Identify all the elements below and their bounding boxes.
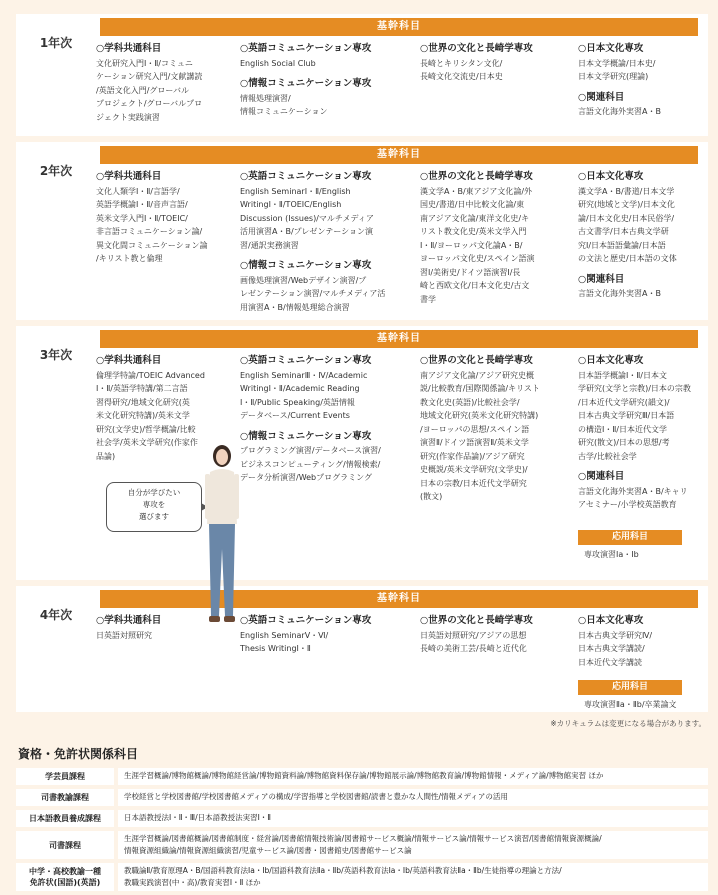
qualification-label-line: 学芸員課程 bbox=[45, 772, 85, 781]
section-title: ○学科共通科目 bbox=[96, 615, 162, 626]
section-title: ○日本文化専攻 bbox=[578, 171, 644, 182]
subject-line: の文法と歴史/日本語の文体 bbox=[578, 254, 677, 263]
subject-column bbox=[96, 170, 238, 266]
subject-line: 品論) bbox=[96, 451, 116, 461]
subject-line: /日本近代文学研究(韻文)/ bbox=[578, 397, 670, 407]
subject-column bbox=[240, 170, 415, 314]
subject-line: 倫理学特論/TOEIC Advanced bbox=[96, 370, 205, 380]
qualifications-table bbox=[16, 768, 708, 895]
subject-line: 日本の宗教/日本近代文学研究 bbox=[420, 478, 527, 488]
qualification-row bbox=[16, 789, 708, 806]
subject-line: 文化人類学Ⅰ・Ⅱ/言語学/ bbox=[96, 186, 180, 196]
qualification-label-line: 司書教諭課程 bbox=[41, 793, 89, 802]
subject-line: の構造Ⅰ・Ⅱ/日本近代文学 bbox=[578, 424, 667, 434]
qualification-subjects bbox=[118, 863, 708, 891]
section-title: ○英語コミュニケーション専攻 bbox=[240, 171, 372, 182]
section-title: ○情報コミュニケーション専攻 bbox=[240, 430, 372, 442]
subject-line: 崎と西欧文化/日本文化史/古文 bbox=[420, 281, 530, 290]
subject-line: 日本古典文学研究Ⅳ/ bbox=[578, 630, 653, 640]
section-title: ○日本文化専攻 bbox=[578, 615, 644, 626]
subject-column bbox=[578, 170, 706, 301]
qualification-subject-line: 生涯学習概論/博物館概論/博物館経営論/博物館資料論/博物館資料保存論/博物館展示論/博物館教育論/博物館情報・メディア論/博物館実習 ほか bbox=[124, 771, 604, 780]
subject-line: 研究(作家作品論)/アジア研究 bbox=[420, 451, 525, 461]
speech-bubble bbox=[106, 482, 202, 532]
applied-subject-line: 専攻演習Ⅰa・Ⅰb bbox=[584, 550, 639, 559]
section-title: ○関連科目 bbox=[578, 91, 625, 103]
section-title: ○英語コミュニケーション専攻 bbox=[240, 43, 372, 54]
subject-line: Thesis WritingⅠ・Ⅱ bbox=[240, 644, 311, 653]
subject-line: 研究(散文)/日本の思想/考 bbox=[578, 438, 670, 447]
subject-line: English Social Club bbox=[240, 58, 316, 68]
subject-line: ケーション研究入門/文献講読 bbox=[96, 72, 203, 81]
core-subjects-band: 基幹科目 bbox=[100, 590, 698, 608]
subject-line: 英語学概論Ⅰ・Ⅱ/音声言語/ bbox=[96, 200, 188, 209]
subject-line: 究Ⅰ/日本語語彙論/日本語 bbox=[578, 240, 666, 250]
subject-line: 学研究(文学と宗教)/日本の宗教 bbox=[578, 384, 691, 393]
subject-line: 文化研究入門Ⅰ・Ⅱ/コミュニ bbox=[96, 58, 193, 68]
subject-line: 習得研究/地域文化研究(英 bbox=[96, 397, 190, 407]
subject-line: 情報処理演習/ bbox=[240, 93, 291, 103]
subject-line: リスト教文化史/英米文学入門 bbox=[420, 227, 527, 236]
qualification-subject-line: 日本語教授法Ⅰ・Ⅱ・Ⅲ/日本語教授法実習Ⅰ・Ⅱ bbox=[124, 813, 272, 822]
subject-line: 社会学/英米文学研究(作家作 bbox=[96, 438, 198, 447]
year-block bbox=[16, 14, 708, 136]
qualification-label-line: 司書課程 bbox=[49, 840, 81, 850]
year-block bbox=[16, 142, 708, 320]
subject-column bbox=[240, 354, 415, 485]
qualification-subject-line: 生涯学習概論/図書館概論/図書館制度・経営論/図書館情報技術論/図書館サービス概論/情報サービス論/情報サービス演習/図書館情報資源概論/ bbox=[124, 834, 602, 843]
subject-line: 習/通訳実務演習 bbox=[240, 240, 299, 250]
subject-line: 論/日本文化史/日本民俗学/ bbox=[578, 213, 675, 223]
subject-column bbox=[420, 614, 575, 656]
subject-line: 史概説/英米文学研究(文学史)/ bbox=[420, 465, 528, 474]
subject-column bbox=[420, 42, 575, 84]
section-title: ○世界の文化と長崎学専攻 bbox=[420, 43, 533, 54]
section-title: ○情報コミュニケーション専攻 bbox=[240, 78, 372, 89]
subject-line: 研究(地域と文学)/日本文化 bbox=[578, 200, 675, 209]
section-title: ○英語コミュニケーション専攻 bbox=[240, 615, 372, 626]
subject-line: データ分析演習/Webプログラミング bbox=[240, 473, 372, 482]
subject-line: 国史/書道/日中比較文化論/東 bbox=[420, 200, 525, 209]
subject-line: ビジネスコンピューティング/情報検索/ bbox=[240, 459, 381, 469]
subject-line: 情報コミュニケーション bbox=[240, 107, 328, 116]
subject-line: 異文化間コミュニケーション論 bbox=[96, 240, 208, 250]
subject-line: 古文書学/日本古典文学研 bbox=[578, 227, 669, 236]
subject-line: (散文) bbox=[420, 492, 443, 501]
qualification-label bbox=[16, 863, 114, 891]
subject-line: 演習Ⅱ/ドイツ語演習Ⅱ/英米文学 bbox=[420, 438, 529, 447]
subject-line: 日英語対照研究 bbox=[96, 630, 152, 640]
core-subjects-band: 基幹科目 bbox=[100, 146, 698, 164]
qualification-subject-line: 学校経営と学校図書館/学校図書館メディアの構成/学習指導と学校図書館/読書と豊かな人間性/情報メディアの活用 bbox=[124, 792, 508, 801]
qualification-row bbox=[16, 863, 708, 891]
subject-line: 長崎の美術工芸/長崎と近代化 bbox=[420, 644, 527, 653]
subject-line: 古学/比較社会学 bbox=[578, 451, 637, 461]
applied-subject-line: 専攻演習Ⅱa・Ⅱb/卒業論文 bbox=[584, 700, 677, 709]
core-subjects-band: 基幹科目 bbox=[100, 330, 698, 348]
subject-line: 地域文化研究(英米文化研究特講) bbox=[420, 411, 539, 420]
subject-line: 長崎とキリシタン文化/ bbox=[420, 58, 503, 68]
subject-line: /ヨーロッパの思想/スペイン語 bbox=[420, 424, 530, 434]
subject-line: アセミナー/小学校英語教育 bbox=[578, 500, 677, 509]
subject-line: 南アジア文化論/東洋文化史/キ bbox=[420, 213, 530, 223]
subject-line: English SeminarⅠ・Ⅱ/English bbox=[240, 186, 351, 196]
year-label: 1年次 bbox=[39, 36, 73, 50]
section-title: ○関連科目 bbox=[578, 273, 625, 285]
qualification-label bbox=[16, 831, 114, 859]
subject-line: 南アジア文化論/アジア研究史概 bbox=[420, 370, 535, 380]
qualification-subjects bbox=[118, 789, 708, 806]
subject-line: プロジェクト/グローバルプロ bbox=[96, 99, 203, 108]
subject-line: 英米文学入門Ⅰ・Ⅱ/TOEIC/ bbox=[96, 213, 188, 223]
qualification-subjects bbox=[118, 810, 708, 827]
year-block bbox=[16, 586, 708, 712]
qualification-subject-line: 教職論Ⅱ/教育原理A・B/国語科教育法Ⅰa・Ⅰb/国語科教育法Ⅱa・Ⅱb/英語科教育法Ⅰa・Ⅰb/英語科教育法Ⅱa・Ⅱb/生徒指導の理論と方法/ bbox=[124, 866, 562, 875]
subject-line: ジェクト実践演習 bbox=[96, 112, 160, 122]
qualification-subject-line: 教職実践演習(中・高)/教育実習Ⅰ・Ⅱ ほか bbox=[124, 878, 261, 887]
year-block bbox=[16, 326, 708, 580]
subject-line: 非言語コミュニケーション論/ bbox=[96, 227, 203, 236]
core-subjects-band: 基幹科目 bbox=[100, 18, 698, 36]
qualification-row bbox=[16, 810, 708, 827]
subject-line: レゼンテーション演習/マルチメディア活 bbox=[240, 289, 386, 298]
subject-line: Ⅰ・Ⅱ/英語学特講/第二言語 bbox=[96, 384, 188, 393]
qualification-label-line: 中学・高校教諭一種 bbox=[29, 867, 101, 876]
applied-subjects-band: 応用科目 bbox=[578, 530, 682, 545]
section-title: ○関連科目 bbox=[578, 471, 625, 482]
qualification-label bbox=[16, 768, 114, 785]
qualification-subject-line: 情報資源組織論/情報資源組織演習/児童サービス論/図書・図書館史/図書館サービス論 bbox=[124, 846, 412, 855]
subject-column bbox=[420, 354, 575, 504]
year-label: 2年次 bbox=[39, 164, 73, 178]
qualification-label-line: 免許状(国語)(英語) bbox=[29, 878, 101, 887]
subject-line: Ⅰ・Ⅱ/ヨーロッパ文化論A・B/ bbox=[420, 240, 523, 250]
subject-line: WritingⅠ・Ⅱ/TOEIC/English bbox=[240, 200, 342, 209]
subject-column bbox=[240, 614, 415, 656]
subject-column bbox=[240, 42, 415, 119]
subject-line: 日本語学概論Ⅰ・Ⅱ/日本文 bbox=[578, 370, 667, 380]
applied-subjects-band: 応用科目 bbox=[578, 680, 682, 695]
student-figure-icon bbox=[200, 444, 244, 626]
subject-line: 日本古典文学講読/ bbox=[578, 644, 645, 653]
section-title: ○学科共通科目 bbox=[96, 355, 162, 366]
subject-column bbox=[578, 42, 706, 119]
qualification-subjects bbox=[118, 831, 708, 859]
subject-line: 日本古典文学研究Ⅲ/日本語 bbox=[578, 411, 675, 420]
subject-column bbox=[578, 614, 706, 669]
section-title: ○日本文化専攻 bbox=[578, 43, 644, 54]
subject-line: 漢文学A・B/東アジア文化論/外 bbox=[420, 186, 533, 196]
section-title: ○日本文化専攻 bbox=[578, 355, 644, 366]
subject-line: 説/比較教育/国際関係論/キリスト bbox=[420, 384, 540, 393]
section-title: ○世界の文化と長崎学専攻 bbox=[420, 355, 533, 366]
qualification-label-line: 日本語教員養成課程 bbox=[29, 814, 101, 823]
subject-line: 言語文化海外実習A・B bbox=[578, 289, 661, 298]
subject-line: ヨーロッパ文化史/スペイン語演 bbox=[420, 254, 535, 263]
subject-line: プログラミング演習/データベース演習/ bbox=[240, 446, 381, 455]
subject-line: WritingⅠ・Ⅱ/Academic Reading bbox=[240, 384, 360, 393]
subject-line: 書学 bbox=[420, 294, 436, 304]
subject-line: 画像処理演習/Webデザイン演習/プ bbox=[240, 275, 367, 285]
subject-line: 漢文学A・B/書道/日本文学 bbox=[578, 186, 675, 196]
year-label: 3年次 bbox=[39, 348, 73, 362]
bubble-line: 専攻を bbox=[142, 500, 166, 509]
subject-line: 言語文化海外実習A・B bbox=[578, 107, 661, 116]
subject-line: データベース/Current Events bbox=[240, 411, 350, 420]
subject-line: 言語文化海外実習A・B/キャリ bbox=[578, 486, 688, 496]
subject-line: 日本文学概論/日本史/ bbox=[578, 58, 656, 68]
subject-column bbox=[578, 354, 706, 512]
subject-line: English SeminarⅤ・Ⅵ/ bbox=[240, 630, 329, 640]
section-title: ○英語コミュニケーション専攻 bbox=[240, 355, 372, 366]
bubble-line: 選びます bbox=[139, 512, 169, 521]
subject-line: 習Ⅰ/美術史/ドイツ語演習Ⅰ/長 bbox=[420, 267, 521, 277]
subject-line: 日本文学研究(理論) bbox=[578, 72, 649, 81]
qualification-subjects bbox=[118, 768, 708, 785]
qualifications-title: 資格・免許状関係科目 bbox=[18, 747, 139, 761]
subject-line: 長崎文化交流史/日本史 bbox=[420, 72, 503, 81]
bubble-line: 自分が学びたい bbox=[127, 488, 181, 497]
subject-line: 日本近代文学講読 bbox=[578, 657, 642, 667]
section-title: ○学科共通科目 bbox=[96, 171, 162, 182]
subject-line: 日英語対照研究/アジアの思想 bbox=[420, 630, 527, 640]
subject-line: Discussion (Issues)/マルチメディア bbox=[240, 213, 374, 223]
subject-column bbox=[420, 170, 575, 306]
subject-line: English SeminarⅢ・Ⅳ/Academic bbox=[240, 370, 368, 380]
subject-line: 活用演習A・B/プレゼンテーション演 bbox=[240, 227, 374, 236]
subject-column bbox=[96, 42, 238, 124]
section-title: ○学科共通科目 bbox=[96, 43, 162, 54]
subject-line: 教文化史(英語)/比較社会学/ bbox=[420, 397, 520, 407]
section-title: ○世界の文化と長崎学専攻 bbox=[420, 171, 533, 182]
qualification-label bbox=[16, 789, 114, 806]
subject-line: Ⅰ・Ⅱ/Public Speaking/英語情報 bbox=[240, 397, 355, 407]
curriculum-note: ※カリキュラムは変更になる場合があります。 bbox=[550, 719, 706, 728]
section-title: ○情報コミュニケーション専攻 bbox=[240, 260, 372, 271]
qualification-row bbox=[16, 768, 708, 785]
subject-line: 用演習A・B/情報処理総合演習 bbox=[240, 302, 350, 312]
subject-line: /英語文化入門/グローバル bbox=[96, 85, 189, 95]
subject-line: 研究(文学史)/哲学概論/比較 bbox=[96, 424, 196, 434]
subject-line: /キリスト教と倫理 bbox=[96, 254, 163, 263]
section-title: ○世界の文化と長崎学専攻 bbox=[420, 615, 533, 626]
year-label: 4年次 bbox=[39, 608, 73, 622]
qualification-label bbox=[16, 810, 114, 827]
subject-line: 米文化研究特講)/英米文学 bbox=[96, 411, 190, 420]
qualification-row bbox=[16, 831, 708, 859]
